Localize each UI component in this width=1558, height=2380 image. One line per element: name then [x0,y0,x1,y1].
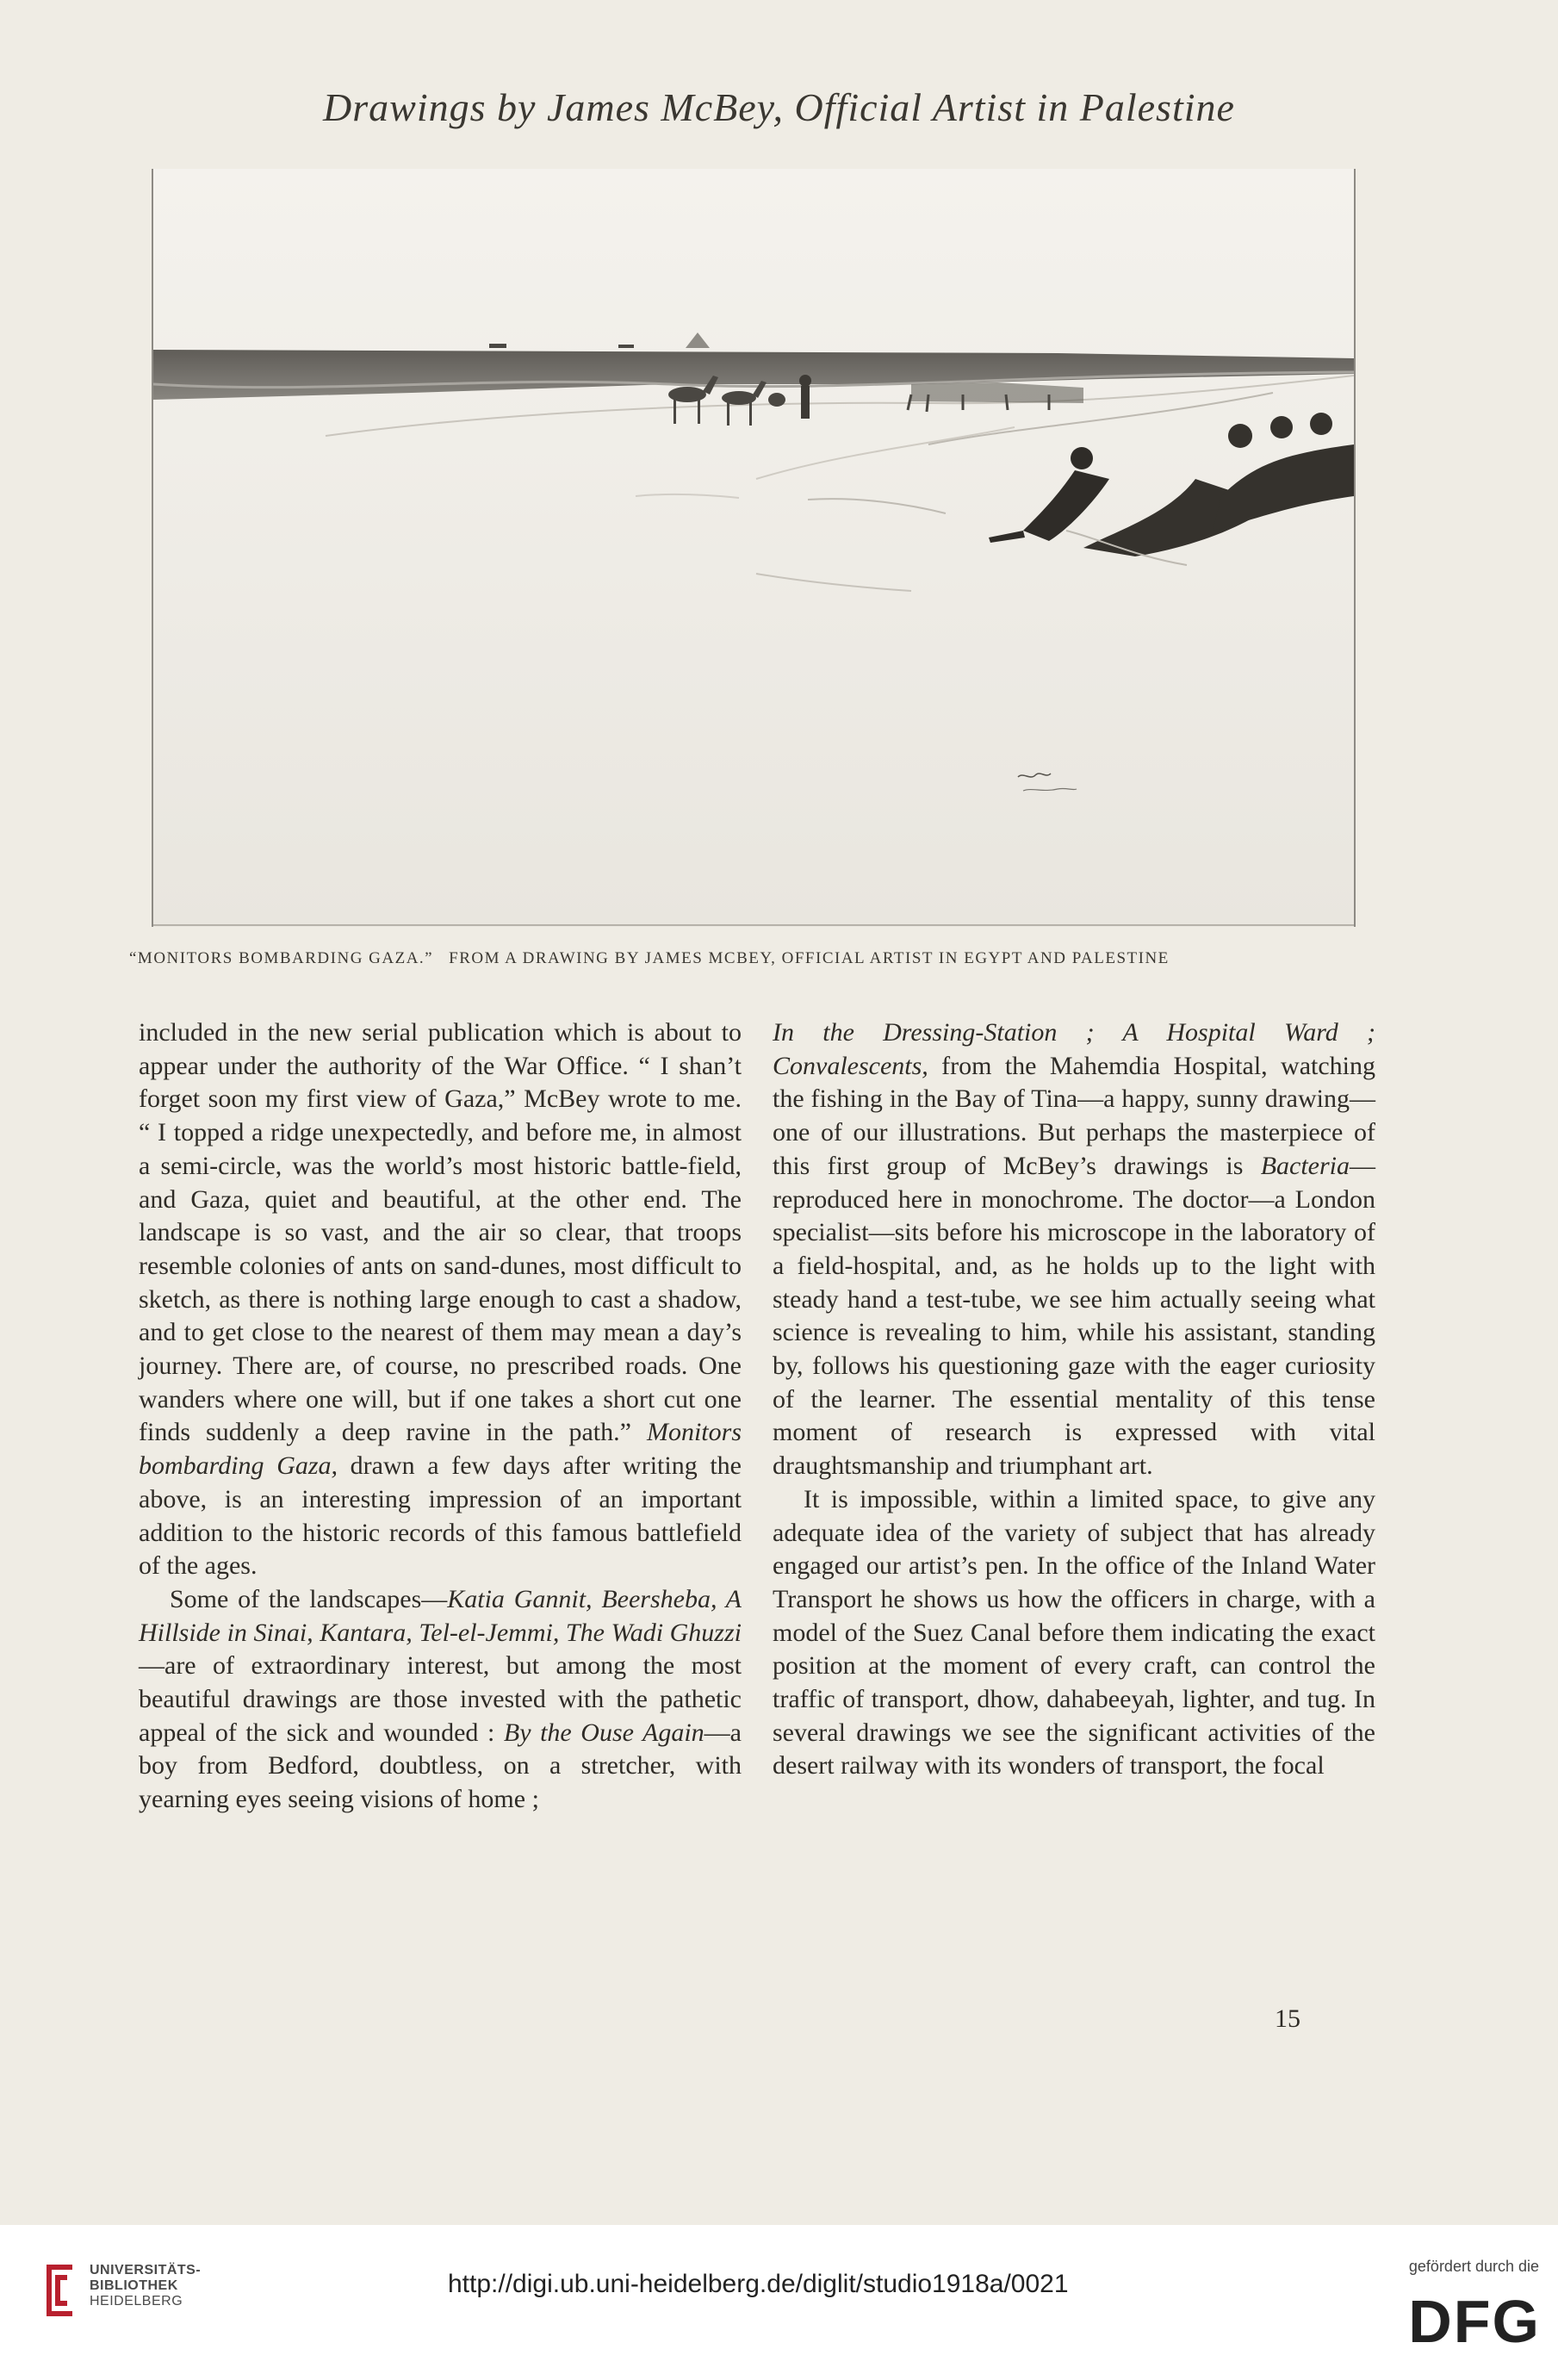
right-column [773,1016,1375,1783]
library-name-line: BIBLIOTHEK [90,2278,178,2293]
artwork-titles: Katia Gannit, Beersheba, A Hillside in Sinai, Kantara, Tel-el-Jemmi, The Wadi Ghuzzi [139,1584,742,1647]
artwork-title: Bacteria [1260,1151,1350,1180]
body-text: —reproduced here in monochrome. The doctor—a London specialist—sits before his microscope in the laboratory of a field-hospital, and, as he holds up to the light with steady hand a test-tube, we see him actually seeing what science is revealing to him, while his assistant, standing by, follows his questioning gaze with the eager curiosity of the learner. The essential mentality of this tense moment of research is expressed with vital draughtsmanship and triumphant art. [773,1151,1375,1481]
body-text: —are of extraordinary interest, but among the most beautiful drawings are those invested with the pathetic appeal of the sick and wounded : [139,1651,742,1747]
funder-note: gefördert durch die [1408,2258,1539,2275]
right-paragraph-2: It is impossible, within a limited space, to give any adequate idea of the variety of subject that has already engaged our artist’s pen. In the office of the Inland Water Transport he shows us how the officers in charge, with a model of the Suez Canal before them indicating the exact position at the moment of every craft, can control the traffic of transport, dhow, dahabeeyah, lighter, and tug. In several drawings we see the significant activities of the desert railway with its wonders of transport, the focal [773,1484,1375,1780]
digitization-footer [0,2225,1558,2380]
figure-caption [129,949,1387,968]
artwork-title: Monitors bombarding Gaza, [139,1418,742,1481]
caption-credit: FROM A DRAWING BY JAMES MCBEY, OFFICIAL ARTIST IN EGYPT AND PALESTINE [449,949,1170,967]
artwork-title: By the Ouse Again [503,1718,705,1747]
body-text: —a boy from Bedford, doubtless, on a stretcher, with yearning eyes seeing visions of home ; [139,1718,742,1814]
body-text: Some of the landscapes— [170,1584,448,1613]
library-name-line: UNIVERSITÄTS- [90,2263,202,2277]
caption-title: “MONITORS BOMBARDING GAZA.” [129,949,434,967]
body-text: from the Mahemdia Hospital, watching the fishing in the Bay of Tina—a happy, sunny drawing—one of our illustrations. But perhaps the masterpiece of this first group of McBey’s drawings is [773,1051,1375,1180]
artwork-titles: In the Dressing-Station ; A Hospital Ward ; Convalescents, [773,1018,1375,1080]
running-title: Drawings by James McBey, Official Artist in Palestine [323,85,1235,129]
left-paragraph-2 [139,1583,742,1817]
body-text: included in the new serial publication which is about to appear under the authority of the War Office. “ I shan’t forget soon my first view of Gaza,” McBey wrote to me. “ I topped a ridge unexpectedly, and before me, in almost a semi-circle, was the world’s most historic battle-field, and Gaza, quiet and beautiful, at the other end. The landscape is so vast, and the air so clear, that troops resemble colonies of ants on sand-dunes, most difficult to sketch, as there is nothing large enough to cast a shadow, and to get close to the nearest of them may mean a day’s journey. There are, of course, no prescribed roads. One wanders where one will, but if one takes a short cut one finds suddenly a deep ravine in the path.” [139,1018,742,1447]
right-paragraph-1 [773,1016,1375,1483]
left-column [139,1016,742,1817]
drawing-monitors-bombarding-gaza [152,169,1356,927]
library-name-line: HEIDELBERG [90,2294,183,2309]
page-number: 15 [1275,2004,1300,2033]
body-text: drawn a few days after writing the above, is an interesting impression of an important addition to the historic records of this famous battlefield of the ages. [139,1451,742,1581]
dfg-logo: DFG [1408,2288,1541,2355]
source-link[interactable]: http://digi.ub.uni-heidelberg.de/diglit/studio1918a/0021 [448,2270,1069,2298]
left-paragraph-1 [139,1016,742,1583]
university-library-logo-icon [38,2261,79,2320]
library-name [90,2263,201,2309]
